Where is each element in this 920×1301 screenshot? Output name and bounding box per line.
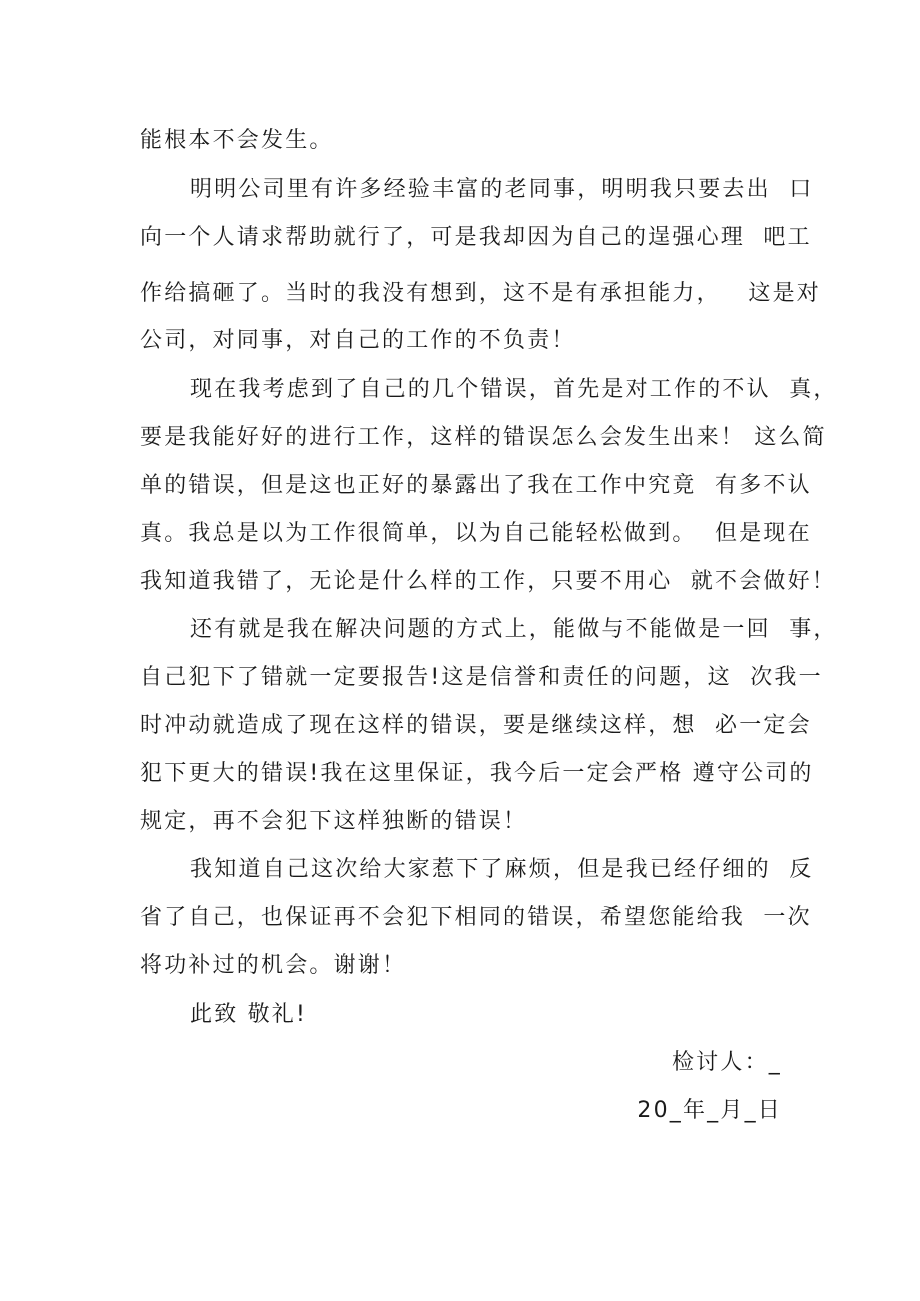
- text-line: 真。我总是以为工作很简单，以为自己能轻松做到。 但是现在: [140, 521, 812, 546]
- text-line: 要是我能好好的进行工作，这样的错误怎么会发生出来！ 这么简: [140, 425, 827, 450]
- date-line: 20_年_月_日: [637, 1098, 782, 1123]
- text-line: 我知道我错了，无论是什么样的工作，只要不用心 就不会做好！: [140, 569, 836, 594]
- signature-line: 检讨人：_: [671, 1050, 782, 1075]
- text-line: 省了自己，也保证再不会犯下相同的错误，希望您能给我 一次: [140, 905, 812, 930]
- text-line: 能根本不会发生。: [140, 128, 334, 153]
- text-line: 规定，再不会犯下这样独断的错误！: [140, 809, 528, 834]
- text-line: 公司，对同事，对自己的工作的不负责！: [140, 328, 576, 353]
- text-line: 还有就是我在解决问题的方式上，能做与不能做是一回 事，: [190, 617, 838, 642]
- text-line: 将功补过的机会。谢谢！: [140, 953, 407, 978]
- text-line: 向一个人请求帮助就行了，可是我却因为自己的逞强心理 吧工: [140, 225, 812, 250]
- text-line: 时冲动就造成了现在这样的错误，要是继续这样，想 必一定会: [140, 713, 812, 738]
- text-line: 单的错误，但是这也正好的暴露出了我在工作中究竟 有多不认: [140, 473, 812, 498]
- text-line: 明明公司里有许多经验丰富的老同事，明明我只要去出 口: [190, 177, 814, 202]
- text-line: 犯下更大的错误!我在这里保证，我今后一定会严格 遵守公司的: [140, 761, 814, 786]
- text-line: 作给搞砸了。当时的我没有想到，这不是有承担能力， 这是对: [140, 281, 821, 306]
- text-line: 现在我考虑到了自己的几个错误，首先是对工作的不认 真，: [190, 377, 838, 402]
- text-line: 我知道自己这次给大家惹下了麻烦，但是我已经仔细的 反: [190, 857, 814, 882]
- closing-salutation: 此致 敬礼!: [190, 1002, 308, 1027]
- text-line: 自己犯下了错就一定要报告!这是信誉和责任的问题，这 次我一: [140, 665, 823, 690]
